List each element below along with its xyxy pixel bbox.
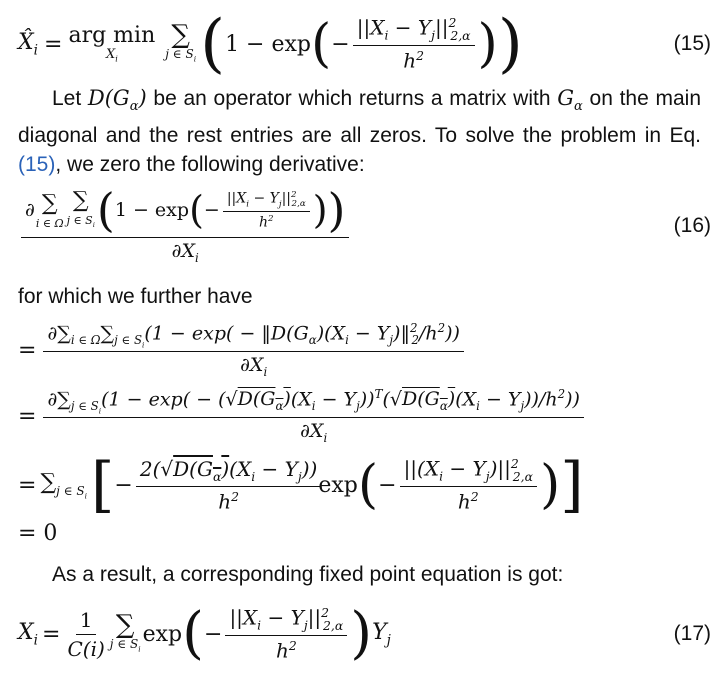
partial-symbol: ∂ xyxy=(25,199,35,222)
derivation-numerator-3: $2(√D(G_\alpha)(X_i - Y_j))$ xyxy=(136,457,321,487)
equation-17 xyxy=(18,598,711,670)
equation-15 xyxy=(18,8,711,80)
sum-operator xyxy=(110,612,141,655)
minus-sign: − xyxy=(203,199,220,222)
derivation-line-2 xyxy=(18,384,701,448)
left-paren: ( xyxy=(96,183,115,238)
right-bracket: ] xyxy=(560,450,584,520)
equation-16 xyxy=(18,180,711,272)
sum-subscript: j ∈ $S_i$ xyxy=(165,47,197,64)
eq17-exp-denominator: $h^2$ xyxy=(275,638,297,663)
equation-number-15: (15) xyxy=(673,32,711,55)
sigma-symbol: ∑ xyxy=(72,188,89,213)
normalizer-numerator: 1 xyxy=(76,608,97,635)
argmin-operator xyxy=(68,23,155,66)
left-paren: ( xyxy=(357,455,379,515)
sigma-symbol: ∑ xyxy=(171,20,190,51)
equals-sign: = xyxy=(18,472,37,498)
minus-sign: − xyxy=(378,472,397,498)
left-paren: ( xyxy=(182,601,204,666)
minus-sign: − xyxy=(204,621,223,647)
argmin-subscript: $X_i$ xyxy=(105,46,118,64)
sum-operator xyxy=(165,22,196,65)
equation-number-16: (16) xyxy=(673,214,711,237)
eq17-exp-fraction xyxy=(225,605,347,662)
eq15-lhs: $X̂_i$ xyxy=(18,29,39,59)
paragraph-further: for which we further have xyxy=(18,285,253,308)
fraction-denominator: $h^2$ xyxy=(403,48,425,73)
equation-number-17: (17) xyxy=(673,622,711,645)
sum-operator xyxy=(67,188,95,232)
derivation-line-zero xyxy=(18,518,701,548)
sigma-symbol: ∑ xyxy=(115,610,135,641)
sum-over-j: $\sum_{j \in S_i}$ xyxy=(40,470,87,500)
eq17-exp-numerator: $||X_i - Y_j||^2_{2,\alpha}$ xyxy=(225,605,347,636)
exp-argument-denominator: $h^2$ xyxy=(457,489,479,514)
exp-function: exp xyxy=(142,621,183,647)
fraction-numerator: $||X_i - Y_j||^2_{2,\alpha}$ xyxy=(353,15,475,46)
eq17-normalizer-fraction xyxy=(67,608,104,661)
exp-function: exp xyxy=(318,472,358,498)
eq16-numerator xyxy=(21,183,349,238)
derivation-fraction-3 xyxy=(136,457,321,514)
right-paren: ) xyxy=(312,188,328,233)
eq15-fraction xyxy=(353,15,475,72)
one-minus-exp: 1 − exp xyxy=(114,199,190,222)
sum-subscript: i ∈ Ω xyxy=(35,216,64,230)
equation-15-body xyxy=(18,7,651,81)
minus-sign: − xyxy=(331,31,350,57)
right-paren: ) xyxy=(539,455,561,515)
equals-sign: = xyxy=(42,621,61,647)
minus-sign: − xyxy=(114,472,133,498)
equation-17-body xyxy=(18,601,651,666)
derivation-line-3 xyxy=(18,450,701,520)
left-paren: ( xyxy=(189,188,204,233)
equals-zero: = 0 xyxy=(18,520,58,546)
eq17-lhs: $X_i$ xyxy=(18,619,39,649)
equation-reference-link[interactable]: (15) xyxy=(18,153,56,177)
derivation-fraction-2 xyxy=(43,387,583,445)
equals-sign: = xyxy=(18,337,37,363)
equals-sign: = xyxy=(44,31,63,57)
exp-argument-fraction xyxy=(400,456,537,513)
left-paren: ( xyxy=(311,14,332,74)
sum-operator xyxy=(36,191,64,230)
derivation-fraction-1 xyxy=(43,321,463,379)
derivation-denominator-2: $\partial X_i$ xyxy=(300,420,328,446)
inner-numerator: $||X_i - Y_j||^2_{2,\alpha}$ xyxy=(223,190,310,212)
sigma-symbol: ∑ xyxy=(41,190,58,216)
equation-16-body xyxy=(18,183,651,265)
eq16-fraction xyxy=(21,183,349,265)
exp-argument-numerator: $||(X_i - Y_j)||^2_{2,\alpha}$ xyxy=(400,456,537,487)
sum-subscript: j ∈ $S_i$ xyxy=(109,637,141,654)
right-paren: ) xyxy=(497,7,523,81)
sum-subscript: j ∈ $S_i$ xyxy=(66,214,95,230)
paragraph-operator-definition: Let $D(G_\alpha)$ be an operator which returns a matrix with $G_\alpha$ on the main diagonal and the rest entries are all zeros. To solve the problem in Eq. (15), we zero the following derivative: xyxy=(18,86,701,177)
derivation-numerator-1: $\partial\sum_{i \in \Omega}\sum_{j \in S_i}(1 - \exp$( − $‖D(G_\alpha)(X_i$ − $Y_j)‖^2_2/h^2$)) xyxy=(43,321,463,352)
one-minus-exp: 1 − exp xyxy=(225,31,311,57)
inner-fraction xyxy=(223,190,310,231)
left-bracket: [ xyxy=(91,450,115,520)
left-paren: ( xyxy=(200,7,226,81)
derivation-denominator-3: $h^2$ xyxy=(218,488,239,514)
derivation-denominator-1: $\partial X_i$ xyxy=(240,354,268,380)
derivation-numerator-2: $\partial\sum_{j \in S_i}(1 - \exp( - (√D(G_\alpha)(X_i - Y_j))^T(√D(G_\alpha)(X_i - Y_j))/h^2))$ xyxy=(43,387,583,418)
right-paren: ) xyxy=(477,14,498,74)
inner-denominator: $h^2$ xyxy=(258,213,274,231)
eq16-denominator: $\partial X_i$ xyxy=(171,240,199,265)
right-paren: ) xyxy=(350,601,373,666)
right-paren: ) xyxy=(327,183,346,238)
paragraph-fixed-point: As a result, a corresponding fixed point equation is got: xyxy=(52,563,564,586)
eq17-yj: $Y_j$ xyxy=(372,619,391,649)
equals-sign: = xyxy=(18,403,37,429)
derivation-line-1 xyxy=(18,318,701,382)
argmin-label: arg min xyxy=(68,22,156,48)
normalizer-denominator: C(i) xyxy=(67,636,105,661)
